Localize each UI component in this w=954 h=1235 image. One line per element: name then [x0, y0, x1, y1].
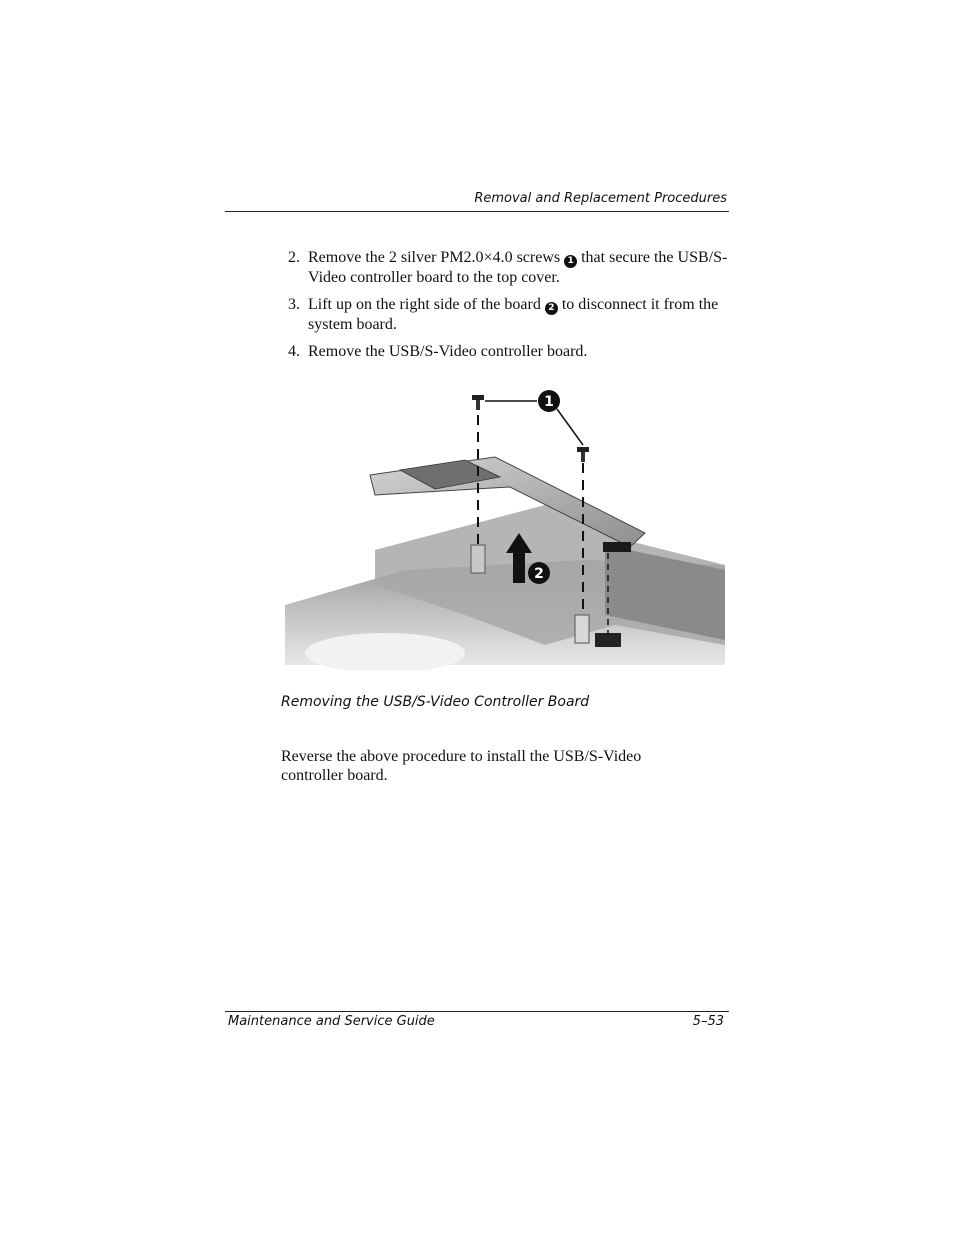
- step-text-part: Remove the 2 silver PM2.0×4.0 screws: [308, 249, 561, 266]
- step-number: 2.: [288, 249, 300, 266]
- screw-icon: [577, 447, 589, 462]
- standoff-left: [471, 545, 485, 573]
- step-4: [288, 342, 733, 361]
- running-header: Removal and Replacement Procedures: [474, 191, 727, 206]
- connector: [595, 633, 621, 647]
- figure-caption: Removing the USB/S-Video Controller Board: [281, 694, 590, 710]
- callout-1-label: 1: [544, 394, 554, 410]
- step-text-part: that secure the USB/S-Video controller board to the top cover.: [308, 249, 728, 286]
- step-text: [308, 248, 733, 287]
- screw-icon: [472, 395, 484, 410]
- closing-paragraph: Reverse the above procedure to install the USB/S-Video controller board.: [281, 748, 642, 784]
- step-text-part: to disconnect it from the system board.: [308, 296, 719, 333]
- procedure-steps: [288, 248, 733, 369]
- board-connector: [603, 542, 631, 552]
- header-rule: [225, 211, 729, 212]
- callout-leader: [557, 409, 583, 445]
- page-number: 5–53: [692, 1014, 724, 1029]
- step-number: 3.: [288, 296, 300, 313]
- step-text: Remove the USB/S-Video controller board.: [308, 343, 588, 360]
- callout-2-label: 2: [534, 566, 544, 582]
- callout-1-icon: 1: [564, 255, 577, 268]
- step-2: [288, 248, 733, 287]
- footer-guide-title: Maintenance and Service Guide: [228, 1014, 435, 1029]
- standoff-right: [575, 615, 589, 643]
- board-removal-illustration: [285, 385, 730, 670]
- footer-rule: [225, 1011, 729, 1012]
- step-text: [308, 295, 733, 334]
- step-text-part: Lift up on the right side of the board: [308, 296, 541, 313]
- step-number: 4.: [288, 343, 300, 360]
- step-3: [288, 295, 733, 334]
- callout-2-icon: 2: [545, 302, 558, 315]
